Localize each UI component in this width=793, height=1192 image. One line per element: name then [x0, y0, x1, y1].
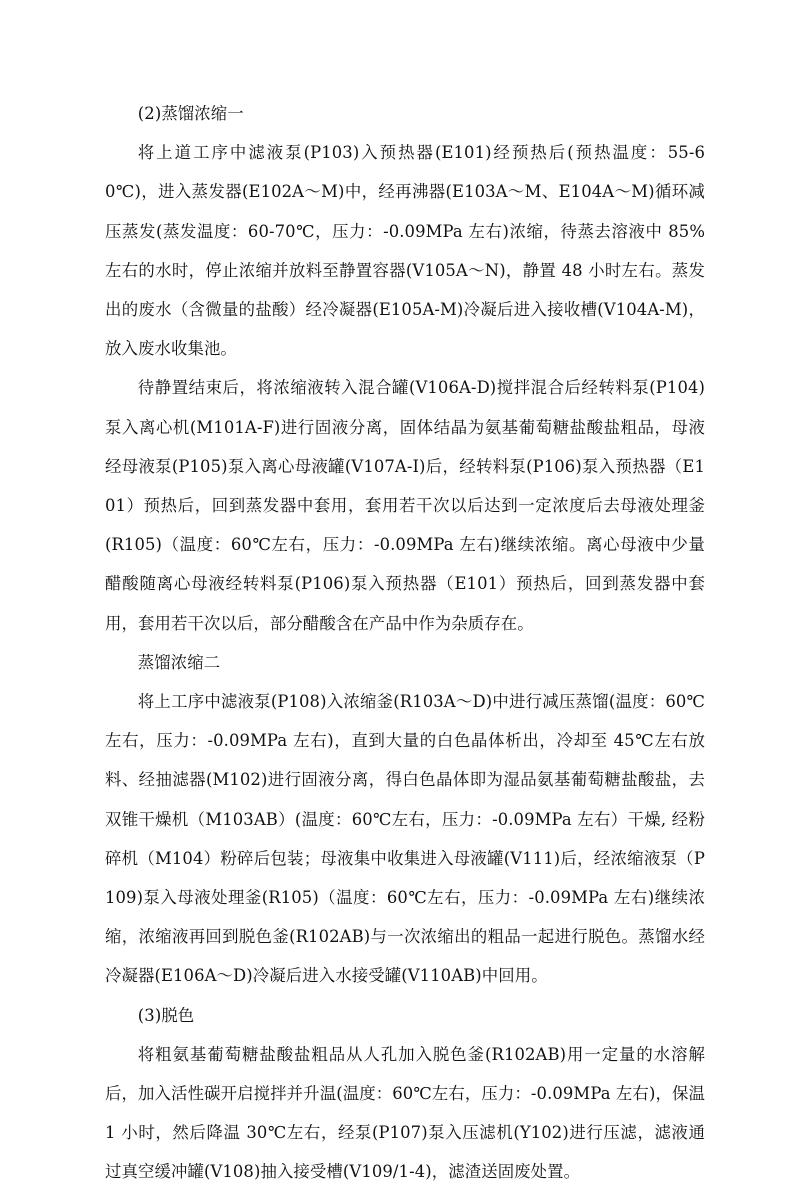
document-body [105, 94, 705, 1192]
paragraph-distill-concentrate-2-a: 将上工序中滤液泵(P108)入浓缩釜(R103A～D)中进行减压蒸馏(温度：60℃左右，压力：-0.09MPa 左右)，直到大量的白色晶体析出，冷却至 45℃左右放料、经抽滤器(M102)进行固液分离，得白色晶体即为湿品氨基葡萄糖盐酸盐，去双锥干燥机（M103AB）(温度：60℃左右，压力：-0.09MPa 左右）干燥, 经粉碎机（M104）粉碎后包装；母液集中收集进入母液罐(V111)后，经浓缩液泵（P109)泵入母液处理釜(R105)（温度：60℃左右，压力：-0.09MPa 左右)继续浓缩，浓缩液再回到脱色釜(R102AB)与一次浓缩出的粗品一起进行脱色。蒸馏水经冷凝器(E106A～D)冷凝后进入水接受罐(V110AB)中回用。 [105, 692, 705, 986]
heading-distill-concentrate-2: 蒸馏浓缩二 [137, 652, 221, 672]
paragraph-distill-concentrate-1-a: 将上道工序中滤液泵(P103)入预热器(E101)经预热后(预热温度：55-60℃)，进入蒸发器(E102A～M)中，经再沸器(E103A～M、E104A～M)循环减压蒸发(蒸发温度：60-70℃，压力：-0.09MPa 左右)浓缩，待蒸去溶液中 85%左右的水时，停止浓缩并放料至静置容器(V105A～N)，静置 48 小时左右。蒸发出的废水（含微量的盐酸）经冷凝器(E105A-M)冷凝后进入接收槽(V104A-M)，放入废水收集池。 [105, 143, 705, 359]
paragraph-distill-concentrate-1-b: 待静置结束后，将浓缩液转入混合罐(V106A-D)搅拌混合后经转料泵(P104)泵入离心机(M101A-F)进行固液分离，固体结晶为氨基葡萄糖盐酸盐粗品，母液经母液泵(P105)泵入离心母液罐(V107A-I)后，经转料泵(P106)泵入预热器（E101）预热后，回到蒸发器中套用，套用若干次以后达到一定浓度后去母液处理釜(R105)（温度：60℃左右，压力：-0.09MPa 左右)继续浓缩。离心母液中少量醋酸随离心母液经转料泵(P106)泵入预热器（E101）预热后，回到蒸发器中套用，套用若干次以后，部分醋酸含在产品中作为杂质存在。 [105, 378, 705, 633]
heading-decolorization: (3)脱色 [137, 1005, 195, 1025]
paragraph-decolorization: 将粗氨基葡萄糖盐酸盐粗品从人孔加入脱色釜(R102AB)用一定量的水溶解后，加入活性碳开启搅拌并升温(温度：60℃左右，压力：-0.09MPa 左右)，保温 1 小时，然后降温 30℃左右，经泵(P107)泵入压滤机(Y102)进行压滤，滤液通过真空缓冲罐(V108)抽入接受槽(V109/1-4)，滤渣送固废处置。 [105, 1044, 705, 1182]
heading-distill-concentrate-1: (2)蒸馏浓缩一 [137, 104, 244, 123]
